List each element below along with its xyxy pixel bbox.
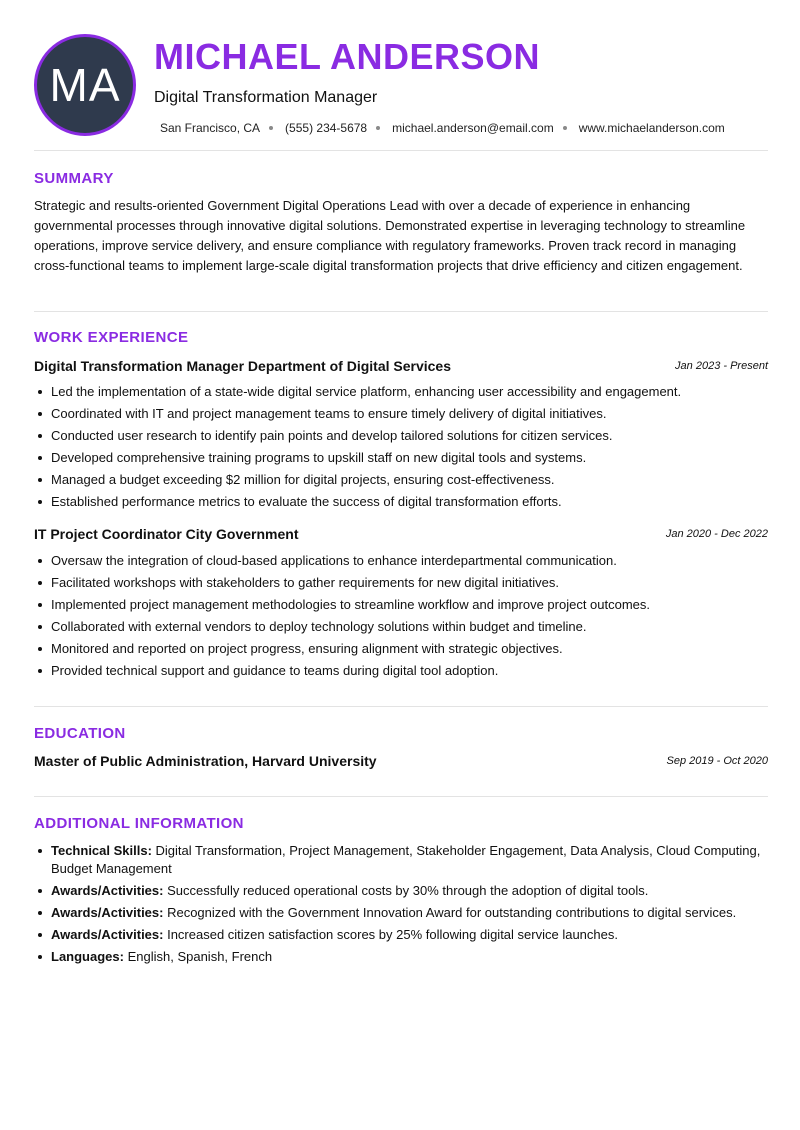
separator-dot-icon <box>269 126 273 130</box>
list-item <box>34 842 768 878</box>
separator-dot-icon <box>376 126 380 130</box>
list-item <box>34 882 768 900</box>
contact-line <box>160 121 725 135</box>
additional-info-heading: ADDITIONAL INFORMATION <box>34 815 244 832</box>
info-text: Digital Transformation, Project Management, Stakeholder Engagement, Data Analysis, Cloud Computing, Budget Management <box>51 843 761 876</box>
job-role: Digital Transformation Manager Department of Digital Services <box>34 358 451 374</box>
info-label: Awards/Activities: <box>51 927 164 942</box>
list-item: Collaborated with external vendors to deploy technology solutions within budget and timeline. <box>34 618 768 640</box>
summary-heading: SUMMARY <box>34 170 114 187</box>
list-item: Established performance metrics to evaluate the success of digital transformation efforts. <box>34 493 768 515</box>
contact-email[interactable]: michael.anderson@email.com <box>392 121 554 135</box>
info-text: Recognized with the Government Innovation Award for outstanding contributions to digital services. <box>163 905 737 920</box>
list-item: Led the implementation of a state-wide digital service platform, enhancing user accessibility and engagement. <box>34 383 768 405</box>
list-item: Monitored and reported on project progress, ensuring alignment with strategic objectives. <box>34 640 768 662</box>
contact-website[interactable]: www.michaelanderson.com <box>578 121 725 135</box>
education-degree: Master of Public Administration, Harvard University <box>34 753 377 769</box>
initials-avatar <box>34 34 136 136</box>
education-heading: EDUCATION <box>34 725 126 742</box>
avatar-initials: MA <box>49 59 121 111</box>
job-header <box>34 526 768 544</box>
divider <box>34 311 768 312</box>
education-dates: Sep 2019 - Oct 2020 <box>666 755 768 767</box>
list-item <box>34 926 768 944</box>
list-item: Facilitated workshops with stakeholders to gather requirements for new digital initiatives. <box>34 574 768 596</box>
info-text: Increased citizen satisfaction scores by 25% following digital service launches. <box>163 927 618 942</box>
summary-text: Strategic and results-oriented Government Digital Operations Lead with over a decade of experience in enhancing governmental processes through innovative digital solutions. Demonstrated expertise in leveraging technology to streamline operations, improve service delivery, and ensure compliance with regulatory frameworks. Proven track record in managing cross-functional teams to implement large-scale digital transformation projects that drive efficiency and citizen engagement. <box>34 198 746 273</box>
contact-phone: (555) 234-5678 <box>285 121 368 135</box>
job-role: IT Project Coordinator City Government <box>34 526 299 542</box>
list-item: Conducted user research to identify pain points and develop tailored solutions for citizen services. <box>34 427 768 449</box>
job-dates: Jan 2023 - Present <box>675 360 768 372</box>
divider <box>34 150 768 151</box>
list-item <box>34 904 768 922</box>
job-header <box>34 358 768 376</box>
divider <box>34 796 768 797</box>
list-item: Managed a budget exceeding $2 million for digital projects, ensuring cost-effectiveness. <box>34 471 768 493</box>
resume-header <box>34 34 768 138</box>
info-text: English, Spanish, French <box>123 949 273 964</box>
info-label: Awards/Activities: <box>51 905 164 920</box>
divider <box>34 706 768 707</box>
contact-location: San Francisco, CA <box>160 121 261 135</box>
info-text: Successfully reduced operational costs by 30% through the adoption of digital tools. <box>163 883 649 898</box>
info-label: Technical Skills: <box>51 843 152 858</box>
candidate-title: Digital Transformation Manager <box>154 89 378 106</box>
experience-heading: WORK EXPERIENCE <box>34 329 189 346</box>
info-label: Awards/Activities: <box>51 883 164 898</box>
list-item <box>34 948 768 966</box>
info-label: Languages: <box>51 949 124 964</box>
job-dates: Jan 2020 - Dec 2022 <box>665 528 768 540</box>
list-item: Developed comprehensive training programs to upskill staff on new digital tools and systems. <box>34 449 768 471</box>
candidate-name: MICHAEL ANDERSON <box>154 36 541 77</box>
job-bullets <box>34 383 768 515</box>
list-item: Implemented project management methodologies to streamline workflow and improve project outcomes. <box>34 596 768 618</box>
list-item: Coordinated with IT and project management teams to ensure timely delivery of digital initiatives. <box>34 405 768 427</box>
list-item: Provided technical support and guidance to teams during digital tool adoption. <box>34 662 768 684</box>
job-bullets <box>34 552 768 684</box>
additional-info-list <box>34 842 768 970</box>
separator-dot-icon <box>563 126 567 130</box>
list-item: Oversaw the integration of cloud-based applications to enhance interdepartmental communication. <box>34 552 768 574</box>
education-entry <box>34 753 768 771</box>
